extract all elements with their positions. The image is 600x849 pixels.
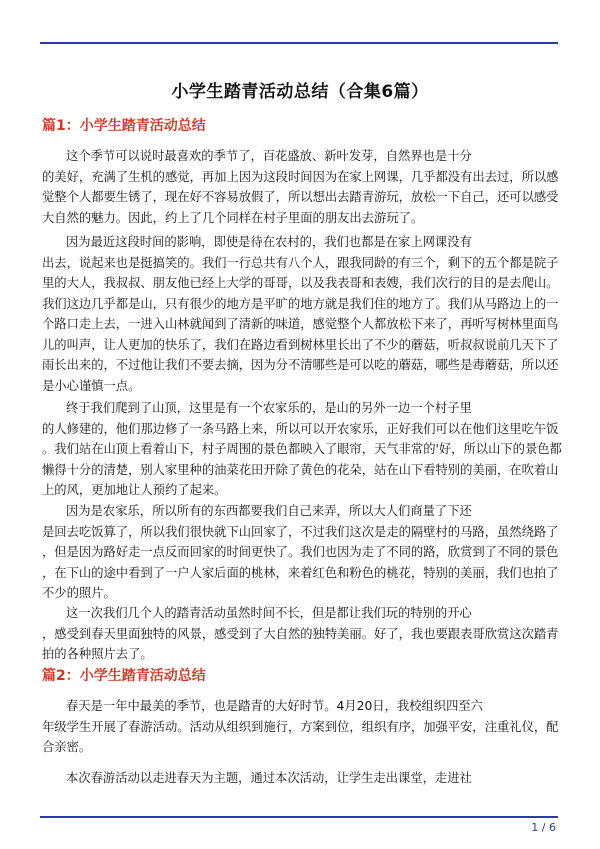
- text-line: 个路口走上去，一进入山林就闻到了清新的味道，感觉整个人都放松下来了，再听写树林里面鸟: [42, 317, 559, 331]
- page-indicator: 1 / 6: [531, 821, 556, 834]
- text-line: 出去，说起来也是挺搞笑的。我们一行总共有八个人，跟我同龄的有三个，剩下的五个都是院子: [42, 255, 559, 270]
- text-line: 觉整个人都要生锈了，现在好不容易放假了，所以想出去踏青游玩，放松一下自己，还可以感受: [42, 190, 559, 204]
- text-line: 儿的叫声，让人更加的快乐了，我们在路边看到树林里长出了不少的蘑菇，听叔叔说前几天下了: [42, 337, 559, 352]
- paragraph: [42, 398, 562, 501]
- text-line: 里的大人，我叔叔、朋友他已经上大学的哥哥，以及我表哥和表嫂，我们次行的目的是去爬山。: [42, 276, 559, 290]
- text-line: 懒得十分的清楚，别人家里种的油菜花田开除了黄色的花朵，站在山下看特别的美丽，在吹着山: [42, 462, 559, 477]
- text-line: 雨长出来的，不过他让我们不要去摘，因为分不清哪些是可以吃的蘑菇，哪些是毒蘑菇，所以还: [42, 358, 559, 372]
- text-line: 年级学生开展了春游活动。活动从组织到施行，方案到位，组织有序，加强平安，注重礼仪，配: [42, 719, 559, 734]
- paragraph: [42, 501, 558, 604]
- text-line: 因为是农家乐，所以所有的东西都要我们自己来弄，所以大人们商量了下还: [66, 504, 472, 518]
- paragraph: [42, 232, 558, 396]
- text-line: ，感受到春天里面独特的风景，感受到了大自然的独特美丽。好了，我也要跟表哥欣赏这次踏青: [42, 626, 559, 641]
- text-line: 大自然的魅力。因此，约上了几个同样在村子里面的朋友出去游玩了。: [42, 210, 424, 225]
- text-line: 这一次我们几个人的踏青活动虽然时间不长，但是都让我们玩的特别的开心: [66, 606, 472, 620]
- text-line: 不少的照片。: [42, 586, 116, 600]
- text-line: ，但是因为路好走一点反而回家的时间更快了。我们也因为走了不同的路，欣赏到了不同的景色: [42, 545, 559, 559]
- text-line: 因为最近这段时间的影响，即使是待在农村的，我们也都是在家上网课没有: [66, 235, 472, 249]
- text-line: 合亲密。: [42, 740, 92, 754]
- paragraph: [42, 146, 558, 228]
- text-line: 是小心谨慎一点。: [42, 378, 141, 393]
- header-rule: [40, 42, 558, 44]
- text-line: ，在下山的途中看到了一户人家后面的桃林，来着红色和粉色的桃花，特别的美丽，我们也拍了: [42, 565, 559, 580]
- text-line: 上的风，更加地让人预约了起来。: [42, 483, 227, 497]
- section-heading: 篇1：小学生踏青活动总结: [42, 118, 206, 134]
- text-line: 。我们站在山顶上看着山下，村子周围的景色都映入了眼帘，天气非常的'好，所以山下的景色都: [42, 442, 562, 456]
- text-line: 我们这边几乎都是山，只有很少的地方是平旷的地方就是我们住的地方了。我们从马路边上的一: [42, 296, 559, 311]
- text-line: 这个季节可以说时最喜欢的季节了，百花盛放、新叶发芽，自然界也是十分: [66, 149, 472, 163]
- text-line: 拍的各种照片去了。: [42, 647, 153, 661]
- footer-rule: [40, 816, 558, 818]
- text-line: 春天是一年中最美的季节，也是踏青的大好时节。4月20日，我校组织四至六: [66, 699, 483, 713]
- paragraph: [42, 603, 558, 665]
- paragraph: [42, 696, 558, 758]
- paragraph: [42, 768, 558, 789]
- section-heading: 篇2：小学生踏青活动总结: [42, 668, 206, 684]
- text-line: 的美好，充满了生机的感觉，再加上因为这段时间因为在家上网课，几乎都没有出去过，所以感: [42, 169, 559, 184]
- text-line: 是回去吃饭算了，所以我们很快就下山回家了，不过我们这次是走的隔壁村的马路，虽然绕路了: [42, 524, 559, 539]
- text-line: 终于我们爬到了山顶，这里是有一个农家乐的，是山的另外一边一个村子里: [66, 401, 472, 415]
- text-line: 本次春游活动以走进春天为主题，通过本次活动，让学生走出课堂，走进社: [66, 771, 472, 785]
- document-title: 小学生踏青活动总结（合集6篇）: [171, 82, 429, 102]
- text-line: 的人修建的，他们那边修了一条马路上来，所以可以开农家乐，正好我们可以在他们这里吃午饭: [42, 421, 559, 436]
